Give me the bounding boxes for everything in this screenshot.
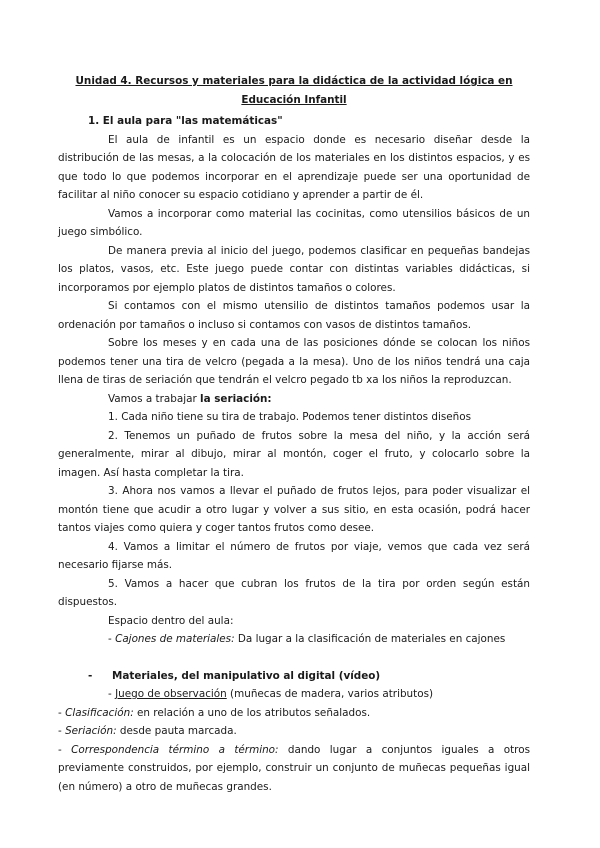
title-line-1: Unidad 4. Recursos y materiales para la didáctica de la actividad lógica en xyxy=(75,75,513,87)
document-content xyxy=(58,72,530,796)
clasif-dash: - xyxy=(58,706,66,719)
section-2-heading xyxy=(88,667,530,686)
title-line-2: Educación Infantil xyxy=(241,94,347,106)
list-item-2: 2. Tenemos un puñado de frutos sobre la mesa del niño, y la acción será generalmente, mirar al dibujo, mirar al montón, coger el fruto, y colocarlo sobre la imagen. Así hasta completar la tira. xyxy=(58,429,530,479)
section-1-heading: 1. El aula para "las matemáticas" xyxy=(88,115,283,127)
paragraph-tamanos: Si contamos con el mismo utensilio de distintos tamaños podemos usar la ordenación por tamaños o incluso si contamos con vasos de distintos tamaños. xyxy=(58,300,530,331)
list-item-5: 5. Vamos a hacer que cubran los frutos de la tira por orden según están dispuestos. xyxy=(58,577,530,608)
cajones-text: Da lugar a la clasificación de materiales en cajones xyxy=(234,633,506,645)
paragraph-aula: El aula de infantil es un espacio donde es necesario diseñar desde la distribución de las mesas, a la colocación de los materiales en los distintos espacios, y es que todo lo que podemos incorporar en el aprendizaje puede ser una oportunidad de facilitar al niño conocer su espacio cotidiano y aprender a partir de él. xyxy=(58,133,530,201)
juego-dash: - xyxy=(108,688,116,700)
espacio-label: Espacio dentro del aula: xyxy=(108,614,234,627)
juego-text: (muñecas de madera, varios atributos) xyxy=(226,688,434,700)
clasificacion-item xyxy=(58,704,530,723)
section-2-dash: - xyxy=(88,669,93,682)
cajones-bullet xyxy=(108,630,530,649)
juego-observacion xyxy=(108,685,530,704)
cajones-dash: - xyxy=(108,633,116,645)
list-item-4: 4. Vamos a limitar el número de frutos por viaje, vemos que cada vez será necesario fijarse más. xyxy=(58,540,530,571)
list-item-1: 1. Cada niño tiene su tira de trabajo. Podemos tener distintos diseños xyxy=(108,411,471,423)
paragraph-cocinitas: Vamos a incorporar como material las cocinitas, como utensilios básicos de un juego simbólico. xyxy=(58,207,530,238)
document-title xyxy=(58,72,530,110)
clasif-text: en relación a uno de los atributos señalados. xyxy=(133,706,371,719)
paragraph-clasificar: De manera previa al inicio del juego, podemos clasificar en pequeñas bandejas los platos, vasos, etc. Este juego puede contar con distintas variables didácticas, si incorporamos por ejemplo platos de distintos tamaños o colores. xyxy=(58,244,530,294)
seriac-label: Seriación: xyxy=(65,725,117,737)
correspondencia-item xyxy=(58,741,530,797)
spacer xyxy=(58,649,530,667)
clasif-label: Clasificación: xyxy=(65,706,134,719)
section-2-title: Materiales, del manipulativo al digital (vídeo) xyxy=(112,669,381,682)
juego-label: Juego de observación xyxy=(115,688,227,700)
paragraph-velcro: Sobre los meses y en cada una de las posiciones dónde se colocan los niños podemos tener una tira de velcro (pegada a la mesa). Uno de los niños tendrá una caja llena de tiras de seriación que tendrán el velcro pegado tb xa los niños la reproduzcan. xyxy=(58,337,530,386)
list-item-3: 3. Ahora nos vamos a llevar el puñado de frutos lejos, para poder visualizar el montón tiene que acudir a otro lugar y volver a sus sitio, en esta ocasión, podrá hacer tantos viajes como quiera y coger tantos frutos como desee. xyxy=(58,485,530,534)
seriacion-item xyxy=(58,722,530,741)
seriac-dash: - xyxy=(58,725,66,737)
corresp-dash: - xyxy=(58,743,72,756)
seriacion-prefix: Vamos a trabajar xyxy=(108,392,201,405)
cajones-label: Cajones de materiales: xyxy=(115,633,235,645)
seriac-text: desde pauta marcada. xyxy=(116,725,237,737)
seriacion-bold: la seriación: xyxy=(200,392,272,405)
corresp-text: dando lugar a conjuntos iguales a otros previamente construidos, por ejemplo, construir un conjunto de muñecas pequeñas igual (en número) a otro de muñecas grandes. xyxy=(58,743,530,793)
corresp-label: Correspondencia término a término: xyxy=(71,743,279,756)
paragraph-seriacion xyxy=(58,390,530,409)
